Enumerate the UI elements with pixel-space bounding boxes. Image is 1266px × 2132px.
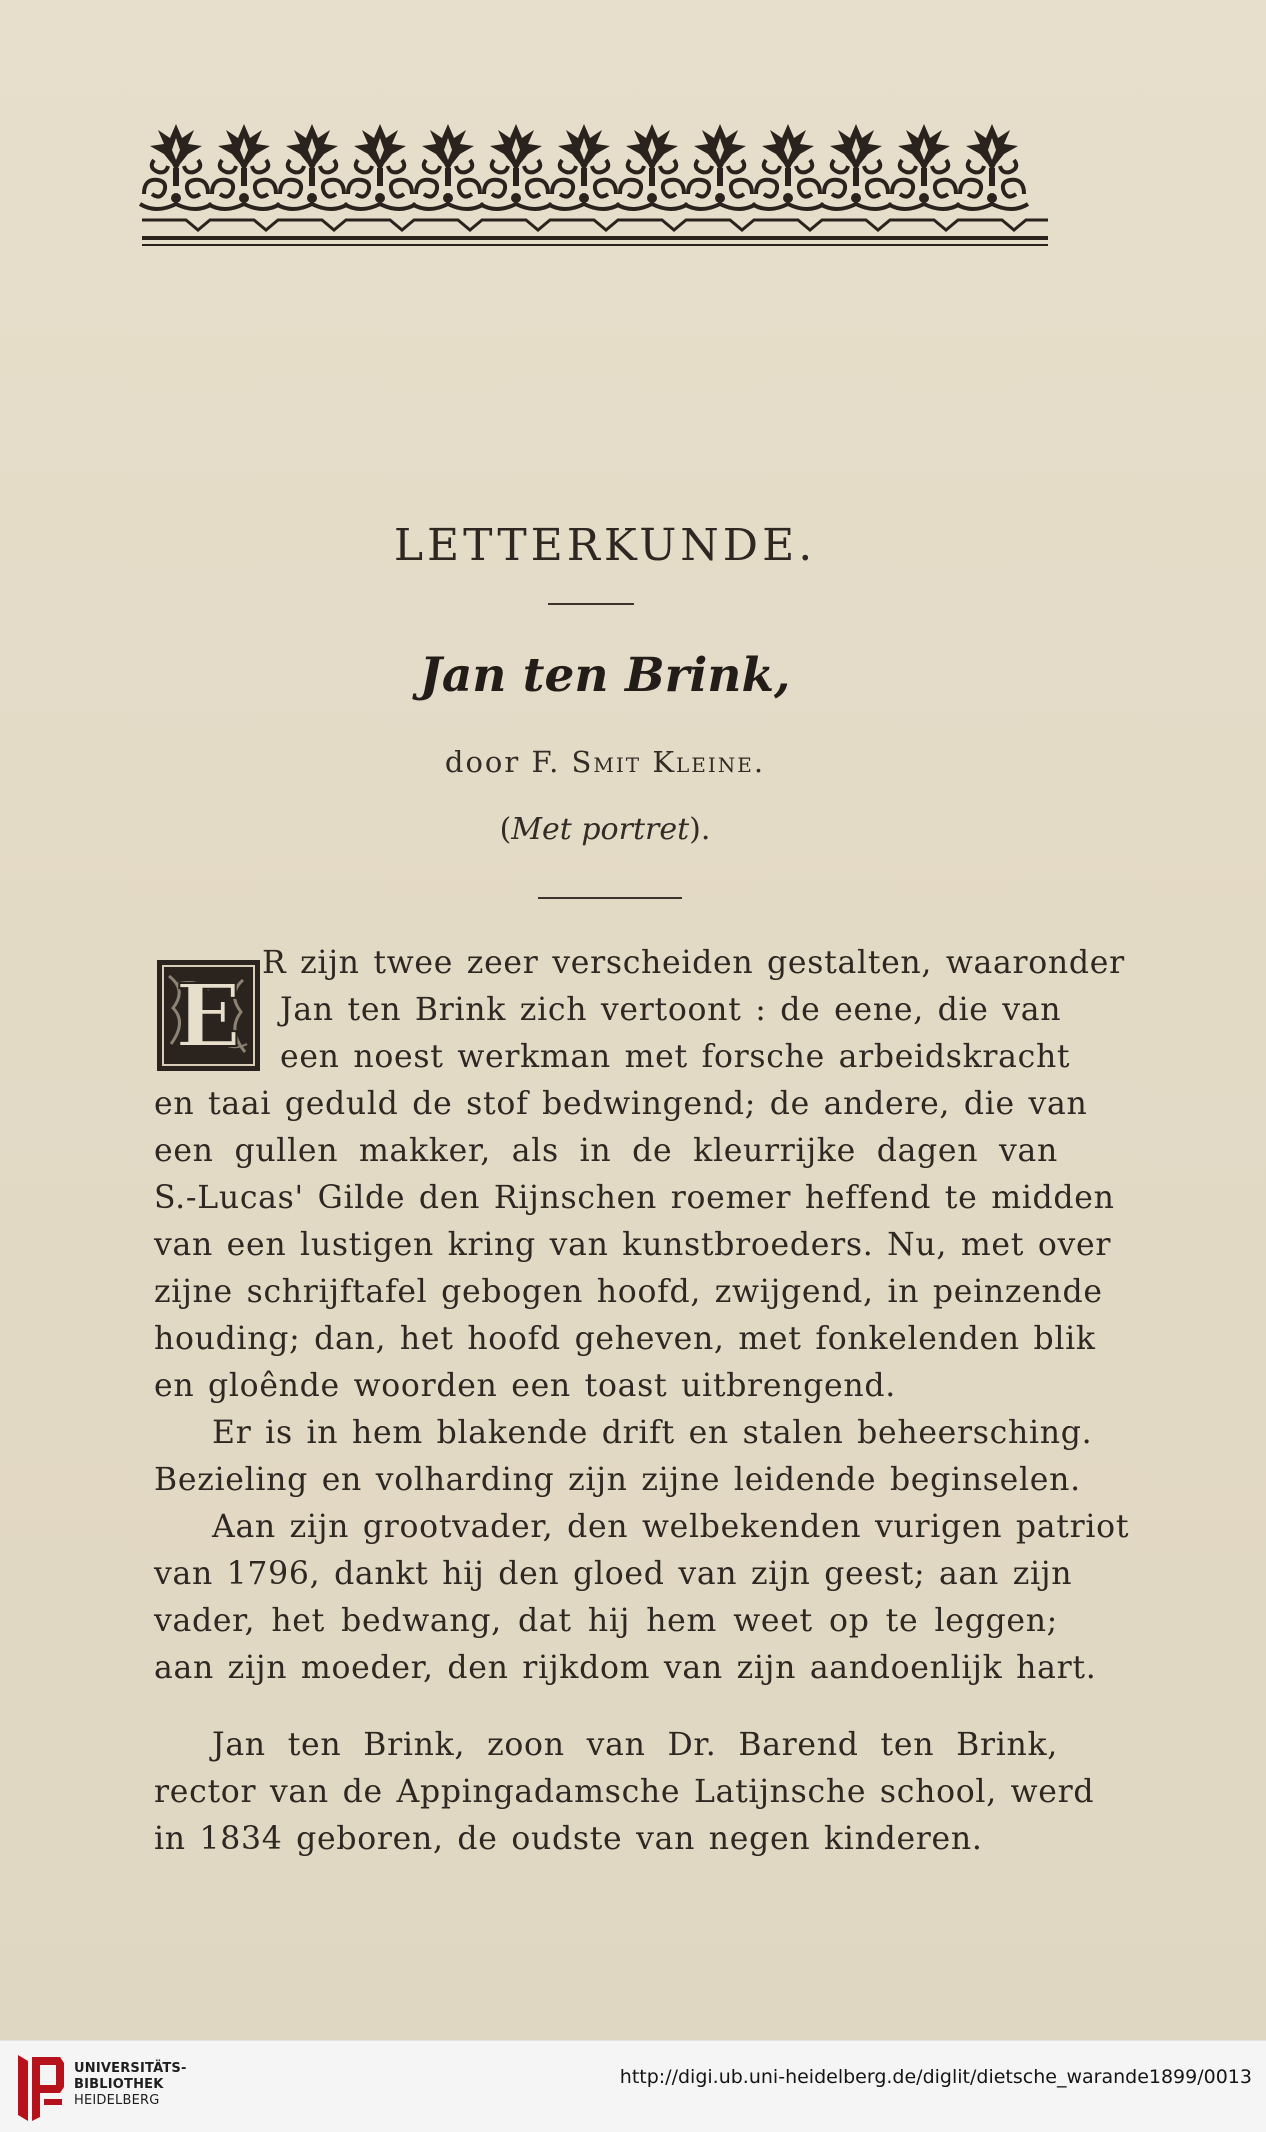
text-line: Aan zijn grootvader, den welbekenden vurigen patriot: [212, 1509, 1130, 1545]
byline-prefix: door F.: [444, 745, 572, 779]
text-line: in 1834 geboren, de oudste van negen kinderen.: [154, 1821, 983, 1857]
text-line: en gloênde woorden een toast uitbrengend.: [154, 1368, 896, 1404]
title-divider: [548, 603, 634, 605]
text-line: houding; dan, het hoofd geheven, met fonkelenden blik: [154, 1321, 1096, 1357]
library-name-line-3: HEIDELBERG: [74, 2093, 160, 2108]
text-line: S.-Lucas' Gilde den Rijnschen roemer heffend te midden: [154, 1180, 1115, 1216]
source-url-link[interactable]: http://digi.ub.uni-heidelberg.de/diglit/dietsche_warande1899/0013: [619, 2066, 1252, 2088]
text-line: zijne schrijftafel gebogen hoofd, zwijgend, in peinzende: [154, 1274, 1103, 1310]
library-name: [74, 2061, 187, 2109]
subtitle-text: Met portret: [511, 812, 690, 847]
text-line: en taai geduld de stof bedwingend; de andere, die van: [154, 1086, 1088, 1122]
library-logo-icon[interactable]: [14, 2049, 68, 2123]
text-line: een gullen makker, als in de kleurrijke dagen van: [154, 1133, 1058, 1169]
article-divider: [538, 897, 682, 899]
author-name: Smit Kleine.: [571, 745, 766, 779]
text-line: vader, het bedwang, dat hij hem weet op te leggen;: [154, 1603, 1058, 1639]
text-line: een noest werkman met forsche arbeidskracht: [280, 1039, 1071, 1075]
text-line: van 1796, dankt hij den gloed van zijn geest; aan zijn: [154, 1556, 1073, 1592]
library-name-line-1: UNIVERSITÄTS-: [74, 2061, 187, 2076]
section-title: LETTERKUNDE.: [393, 520, 817, 571]
article-title: Jan ten Brink,: [419, 648, 791, 703]
subtitle: [0, 812, 1210, 847]
dropcap-initial: [157, 960, 260, 1071]
text-line: Bezieling en volharding zijn zijne leidende beginselen.: [154, 1462, 1081, 1498]
text-line: Jan ten Brink, zoon van Dr. Barend ten Brink,: [212, 1727, 1058, 1763]
library-name-line-2: BIBLIOTHEK: [74, 2077, 164, 2092]
text-line: R zijn twee zeer verscheiden gestalten, waaronder: [262, 945, 1125, 981]
text-line: Er is in hem blakende drift en stalen beheersching.: [212, 1415, 1093, 1451]
subtitle-open: (: [499, 812, 512, 847]
byline: [0, 745, 1210, 779]
floral-border-ornament: [138, 118, 1050, 250]
text-line: aan zijn moeder, den rijkdom van zijn aandoenlijk hart.: [154, 1650, 1097, 1686]
text-line: rector van de Appingadamsche Latijnsche school, werd: [154, 1774, 1095, 1810]
text-line: van een lustigen kring van kunstbroeders. Nu, met over: [154, 1227, 1112, 1263]
text-line: Jan ten Brink zich vertoont : de eene, die van: [280, 992, 1062, 1028]
dropcap-letter: E: [175, 966, 241, 1067]
subtitle-close: ).: [689, 812, 711, 847]
library-footer: [0, 2040, 1266, 2132]
